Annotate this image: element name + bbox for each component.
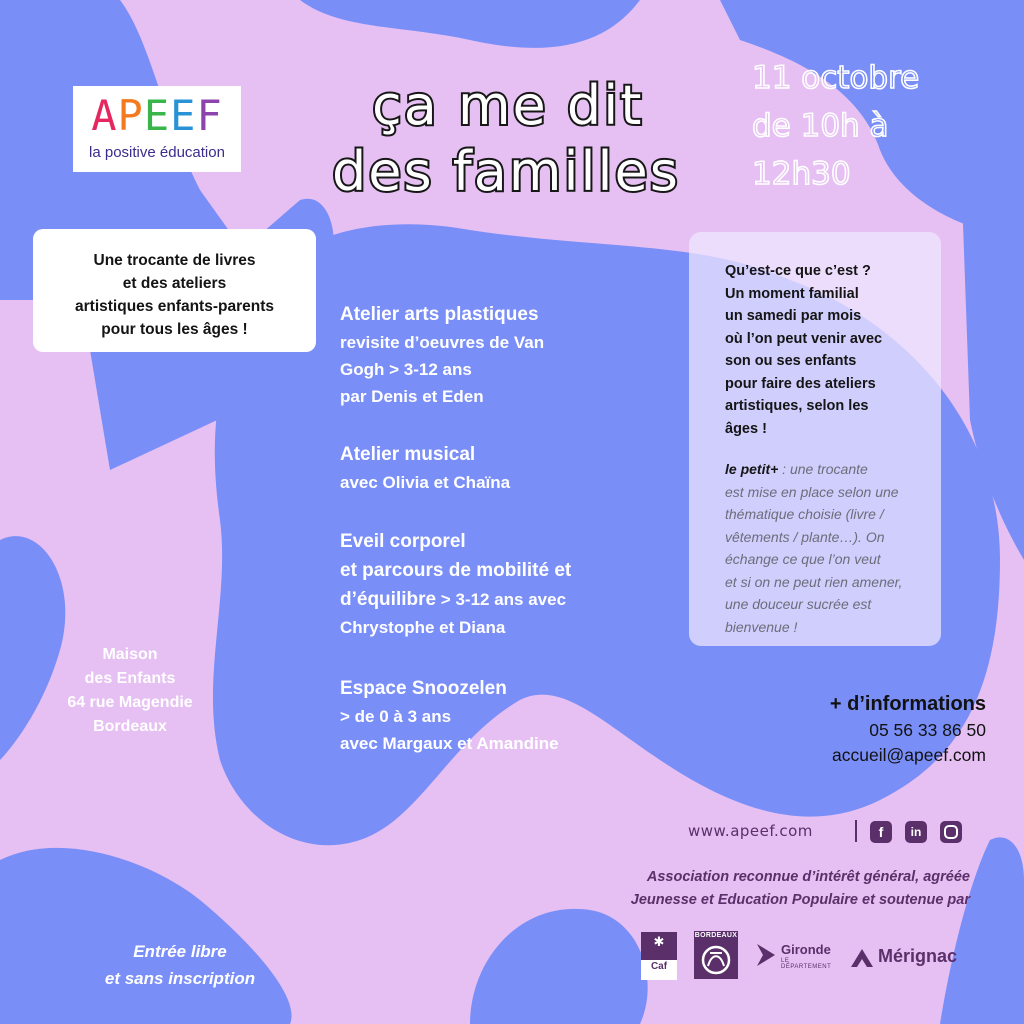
entry-line: Entrée libre [133,942,227,961]
merignac-mountain-icon [850,947,874,969]
caf-logo [641,932,677,980]
workshop-title: Espace Snoozelen [340,678,507,699]
info-card [689,232,941,646]
info-line: Qu’est-ce que c’est ? [725,263,871,279]
blob-bottom-left [0,848,292,1024]
intro-line: pour tous les âges ! [101,321,248,338]
info-line: Un moment familial [725,285,859,302]
address-line: Bordeaux [93,718,167,735]
workshop-detail: avec Margaux et Amandine [340,734,559,753]
info-line: et si on ne peut rien amener, [725,573,903,590]
blob-top-center [300,0,640,48]
date-line: 12h30 [752,156,851,192]
info-line: pour faire des ateliers [725,375,876,392]
merignac-label: Mérignac [878,946,958,966]
logo-letter: E [170,91,197,140]
workshop-detail: Gogh > 3-12 ans [340,360,472,379]
workshop-title: Atelier musical [340,444,476,465]
workshop-detail: avec Olivia et Chaïna [340,473,511,492]
title-line-2: des familles [332,140,680,203]
intro-card [33,229,316,352]
bordeaux-label: BORDEAUX [694,932,738,939]
intro-line: Une trocante de livres [93,252,256,269]
date-line: 11 octobre [752,60,920,96]
workshop-mixed-line [340,585,670,614]
info-line: échange ce que l’on veut [725,551,881,567]
linkedin-icon[interactable]: in [905,821,927,843]
address-line: des Enfants [84,670,176,687]
info-line: est mise en place selon une [725,483,899,500]
workshop-title-part: d’équilibre [340,589,437,610]
apeef-logo [73,86,241,172]
bordeaux-crescent-icon [694,931,738,979]
info-line [725,458,935,481]
logo-wordmark [83,92,231,140]
workshop-arts [340,300,670,410]
website-link[interactable]: www.apeef.com [688,822,813,840]
logo-letter: P [117,91,144,140]
gironde-chevron-icon [755,942,779,968]
entry-notice [70,938,290,992]
facebook-icon[interactable]: f [870,821,892,843]
venue-address [30,643,230,739]
logo-letter: F [196,91,223,140]
contact-phone[interactable]: 05 56 33 86 50 [869,720,986,740]
contact-info [830,690,986,768]
workshop-detail: revisite d’oeuvres de Van [340,333,545,352]
info-line: où l’on peut venir avec [725,330,883,347]
blob-bottom-mid [470,909,648,1024]
date-line: de 10h à [752,108,889,144]
petit-plus-rest: : une trocante [778,461,868,477]
info-line: son ou ses enfants [725,353,857,369]
workshop-detail: par Denis et Eden [340,387,484,406]
info-line: un samedi par mois [725,308,862,324]
entry-line: et sans inscription [104,969,256,988]
workshop-title: Atelier arts plastiques [340,304,539,325]
association-line: Association reconnue d’intérêt général, agréée [646,869,970,885]
intro-line: artistiques enfants-parents [75,298,274,315]
association-line: Jeunesse et Education Populaire et soutenue par [630,892,970,908]
contact-title: + d’informations [829,693,986,715]
info-question [725,260,935,440]
workshop-eveil [340,527,670,641]
workshop-detail-part: > 3-12 ans avec [436,590,567,609]
social-divider [855,820,857,842]
gironde-logo [755,940,841,970]
title-line-1: ça me dit [372,74,644,137]
info-line: thématique choisie (livre / [725,506,884,522]
info-line: une douceur sucrée est [725,596,872,612]
event-date [752,54,972,198]
contact-email[interactable]: accueil@apeef.com [832,745,986,765]
gironde-sublabel: LE DÉPARTEMENT [781,958,832,970]
workshop-title: Eveil corporel [340,531,466,552]
info-line: artistiques, selon les [725,398,869,414]
petit-plus-label: le petit+ [725,461,779,477]
logo-tagline: la positive éducation [89,144,225,161]
workshop-snoozelen [340,674,670,757]
logo-letter: E [143,91,171,140]
address-line: Maison [102,646,158,663]
bordeaux-logo [694,931,738,979]
merignac-logo [850,945,975,971]
gironde-label: Gironde [781,942,831,957]
intro-line: et des ateliers [122,275,227,292]
instagram-icon[interactable] [940,821,962,843]
workshop-detail: Chrystophe et Diana [340,618,506,637]
address-line: 64 rue Magendie [67,694,193,711]
caf-star-icon: ✱ [653,935,665,950]
logo-letter: A [91,91,118,140]
info-petit-plus [725,458,935,638]
intro-text [33,249,316,341]
caf-label: Caf [650,961,668,972]
info-line: âges ! [725,420,767,437]
info-line: vêtements / plante…). On [725,528,885,545]
association-statement [631,866,970,912]
workshop-title: et parcours de mobilité et [340,560,572,581]
workshop-musical [340,440,670,496]
workshop-detail: > de 0 à 3 ans [340,707,452,726]
info-line: bienvenue ! [725,618,798,635]
